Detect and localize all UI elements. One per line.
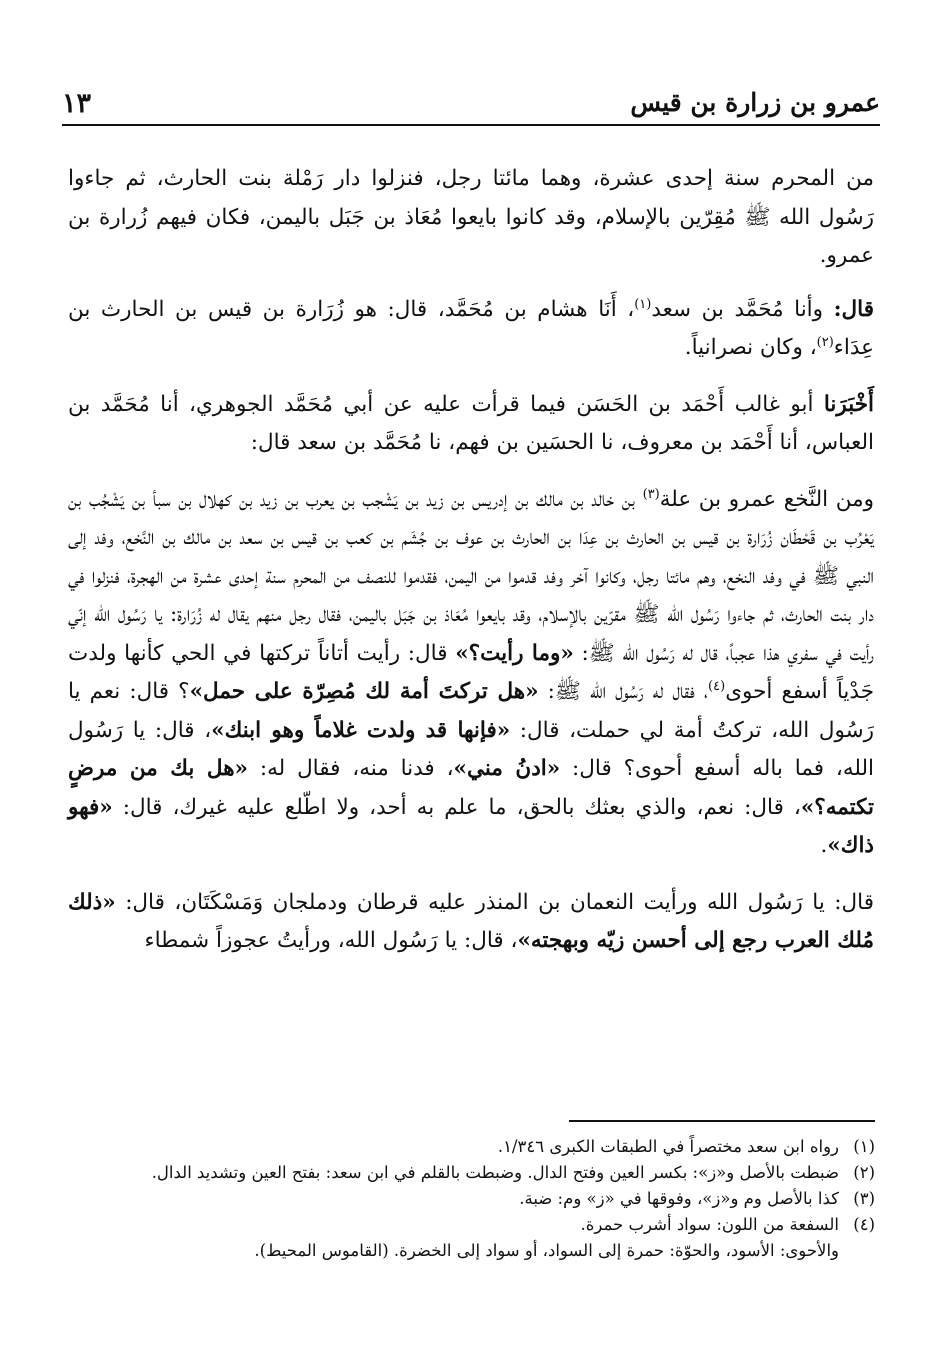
quote: «هل بك من مرضٍ تكتمه؟» xyxy=(68,756,874,820)
narration-lead: أَخْبَرَنا xyxy=(823,391,874,417)
footnote-text: ضبطت بالأصل و«ز»: بكسر العين وفتح الدال. وضبطت بالقلم في ابن سعد: بفتح العين وتشديد الدال. xyxy=(151,1163,839,1182)
narration-lead: قال: xyxy=(833,296,874,322)
quote: «فهو ذاك» xyxy=(68,794,874,858)
paragraph-5 xyxy=(68,884,874,961)
page-header xyxy=(62,88,880,126)
footnote-ref-1[interactable]: (١) xyxy=(634,296,652,312)
paragraph-2-text-b: ، أَنَا هشام بن مُحَمَّد، قال: هو زُرَارة بن قيس بن الحارث بن عِدَاء xyxy=(68,296,874,360)
paragraph-2-text-a: وأنا مُحَمَّد بن سعد xyxy=(651,296,834,322)
quote: «ذلك مُلك العرب رجع إلى أحسن زيّه وبهجته» xyxy=(68,889,874,953)
paragraph-4-text-h: ، قال: نعم، والذي بعثك بالحق، ما علم به أحد، ولا اطّلع عليه غيرك، قال: xyxy=(112,794,801,820)
paragraph-4-text-i: . xyxy=(820,833,828,858)
page-number: ١٣ xyxy=(62,88,92,119)
footnote-text: كذا بالأصل وم و«ز»، وفوقها في «ز» وم: ضبة. xyxy=(519,1189,839,1208)
paragraph-4 xyxy=(68,481,874,866)
footnote-number: (٢) xyxy=(853,1163,875,1182)
footnote-1 xyxy=(115,1134,875,1160)
footnote-3 xyxy=(115,1186,875,1212)
footnote-divider xyxy=(569,1120,875,1122)
footnote-4-continuation: والأحوى: الأسود، والحوّة: حمرة إلى السواد، أو سواد إلى الخضرة. (القاموس المحيط). xyxy=(254,1241,839,1260)
footnote-ref-3[interactable]: (٣) xyxy=(642,486,660,502)
paragraph-4-text-e: ؟ قال: نعم يا رَسُول الله، تركتُ أمة لي حملت، قال: xyxy=(68,679,874,743)
paragraph-4-text-c: قال: رأيت أتاناً تركتها في الحي كأنها ولدت جَدْياً أسفع أحوى xyxy=(68,640,874,704)
paragraph-2 xyxy=(68,291,874,368)
quote: «ادنُ مني» xyxy=(453,756,561,781)
footnote-ref-4[interactable]: (٤) xyxy=(708,678,726,694)
paragraph-3 xyxy=(68,386,874,463)
paragraph-3-text: أبو غالب أَحْمَد بن الحَسَن فيما قرأت عليه عن أبي مُحَمَّد الجوهري، أنا مُحَمَّد بن العباس، أنا أَحْمَد بن معروف، نا الحسَين بن فهم، نا مُحَمَّد بن سعد قال: xyxy=(68,391,874,455)
footnotes xyxy=(115,1134,875,1264)
footnote-number: (٤) xyxy=(853,1215,875,1234)
paragraph-4-text-a: ومن النَّخع عمرو بن علة xyxy=(659,486,874,512)
footnote-text: رواه ابن سعد مختصراً في الطبقات الكبرى ١/٣٤٦. xyxy=(497,1137,839,1156)
footnote-ref-2[interactable]: (٢) xyxy=(816,334,834,350)
quote: «فإنها قد ولدت غلاماً وهو ابنك» xyxy=(211,717,511,743)
body-text xyxy=(68,160,874,976)
running-title: عمرو بن زرارة بن قيس xyxy=(630,88,880,117)
quote: «هل تركتَ أمة لك مُصِرّة على حمل» xyxy=(189,679,539,704)
footnote-number: (١) xyxy=(853,1137,875,1156)
footnote-2 xyxy=(115,1160,875,1186)
paragraph-5-text-a: قال: يا رَسُول الله ورأيت النعمان بن المنذر عليه قرطان ودملجان وَمَسْكَتَان، قال: xyxy=(115,889,874,915)
paragraph-1: من المحرم سنة إحدى عشرة، وهما مائتا رجل، فنزلوا دار رَمْلة بنت الحارث، ثم جاءوا رَسُول الله ﷺ مُقِرّين بالإسلام، وقد كانوا بايعوا مُعَاذ بن جَبَل باليمن، فكان فيهم زُرارة بن عمرو. xyxy=(68,166,874,268)
paragraph-4-text-g: ، فدنا منه، فقال له: xyxy=(248,756,454,781)
paragraph-5-text-b: ، قال: يا رَسُول الله، ورأيتُ عجوزاً شمطاء xyxy=(144,928,518,953)
paragraph-4-text-d: ، فقال له رَسُول الله ﷺ: xyxy=(538,679,709,704)
paragraph-4-text-b: بن خالد بن مالك بن إدريس بن زيد بن يَشْجب بن يعرب بن زيد بن كهلال بن سبأ بن يَشْجُب بن يَعْرُب بن قَحْطَان زُرَارة بن قيس بن الحارث بن عِدَا بن الحارث بن عوف بن جُشَم بن كعب بن قيس بن سعد بن مالك بن النَّخع، وفد إلى النبي ﷺ في وفد النخع، وهم مائتا رجل، وكانوا آخر وفد قدموا من اليمن، فقدموا للنصف من المحرم سنة إحدى عشرة من الهجرة، فنزلوا في دار بنت الحارث، ثم جاءوا رَسُول الله ﷺ مقرّين بالإسلام، وقد بايعوا مُعَاذ بن جَبَل باليمن، فقال رجل منهم يقال له زُرَارة: يا رَسُول الله إنّي رأيت في سفري هذا عجباً، قال له رَسُول الله ﷺ: xyxy=(68,486,874,666)
paragraph-2-text-c: ، وكان نصرانياً. xyxy=(684,335,817,360)
footnote-text: السفعة من اللون: سواد أشرب حمرة. xyxy=(580,1215,839,1234)
footnote-4 xyxy=(115,1212,875,1238)
quote: «وما رأيت؟» xyxy=(455,640,574,666)
paragraph-4-text-f: ، قال: يا رَسُول الله، فما باله أسفع أحوى؟ قال: xyxy=(68,717,875,781)
footnote-number: (٣) xyxy=(853,1189,875,1208)
